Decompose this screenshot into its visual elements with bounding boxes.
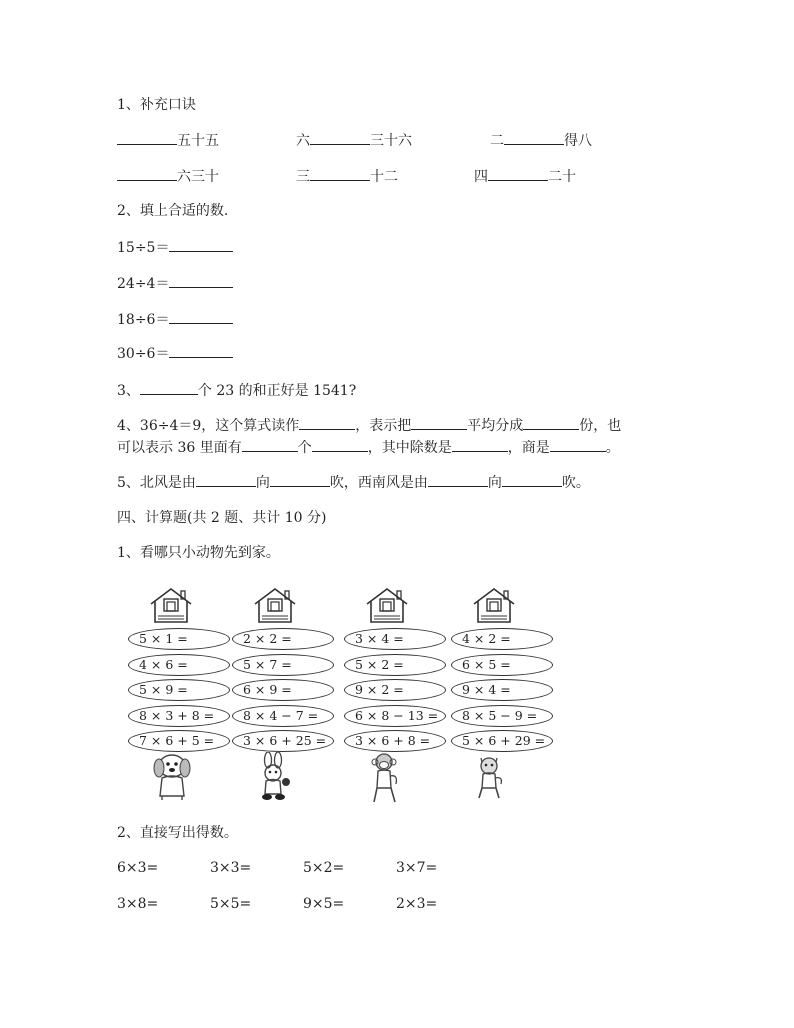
answer-blank[interactable]	[504, 130, 564, 145]
q2-item: 15÷5＝	[117, 237, 233, 258]
q1-item: 三 十二	[296, 166, 398, 187]
q4-line1: 4、36÷4＝9，这个算式读作 ，表示把 平均分成 份，也	[117, 415, 621, 436]
answer-blank[interactable]	[312, 437, 368, 452]
calc-item: 9×5=	[303, 896, 345, 912]
oval-equation[interactable]: 5 × 2 =	[344, 654, 446, 676]
q1-item: 六三十	[117, 166, 219, 187]
calc-item: 3×3=	[210, 860, 252, 876]
oval-equation[interactable]: 6 × 8 − 13 =	[344, 705, 446, 727]
oval-equation[interactable]: 8 × 5 − 9 =	[451, 705, 553, 727]
answer-blank[interactable]	[270, 472, 330, 487]
calc-item: 5×5=	[210, 896, 252, 912]
calc-item: 2×3=	[396, 896, 438, 912]
house-icon	[148, 586, 194, 628]
oval-equation[interactable]: 4 × 6 =	[128, 654, 230, 676]
oval-equation[interactable]: 3 × 6 + 8 =	[344, 730, 446, 752]
calc-item: 5×2=	[303, 860, 345, 876]
calc-item: 3×8=	[117, 896, 159, 912]
house-icon	[364, 586, 410, 628]
answer-blank[interactable]	[169, 237, 233, 252]
house-icon	[471, 586, 517, 628]
oval-equation[interactable]: 9 × 4 =	[451, 679, 553, 701]
oval-equation[interactable]: 5 × 7 =	[232, 654, 334, 676]
answer-blank[interactable]	[310, 130, 370, 145]
oval-equation[interactable]: 8 × 4 − 7 =	[232, 705, 334, 727]
q2-item: 24÷4＝	[117, 273, 233, 294]
cat-icon	[473, 752, 509, 806]
answer-blank[interactable]	[117, 166, 177, 181]
oval-equation[interactable]: 7 × 6 + 5 =	[128, 730, 230, 752]
oval-equation[interactable]: 2 × 2 =	[232, 628, 334, 650]
answer-blank[interactable]	[550, 437, 606, 452]
oval-equation[interactable]: 5 × 6 + 29 =	[451, 730, 553, 752]
q2-item: 30÷6＝	[117, 343, 233, 364]
q1-title: 1、补充口诀	[117, 97, 196, 113]
q2-item: 18÷6＝	[117, 309, 233, 330]
q4-1-title: 1、看哪只小动物先到家。	[117, 545, 280, 561]
oval-equation[interactable]: 5 × 1 =	[128, 628, 230, 650]
answer-blank[interactable]	[488, 166, 548, 181]
dog-icon	[150, 752, 196, 806]
rabbit-icon	[254, 752, 294, 806]
oval-equation[interactable]: 5 × 9 =	[128, 679, 230, 701]
oval-equation[interactable]: 4 × 2 =	[451, 628, 553, 650]
q1-item: 五十五	[117, 130, 219, 151]
answer-blank[interactable]	[452, 437, 508, 452]
answer-blank[interactable]	[523, 415, 579, 430]
answer-blank[interactable]	[242, 437, 298, 452]
q5: 5、北风是由 向 吹，西南风是由 向 吹。	[117, 472, 590, 493]
calc-item: 6×3=	[117, 860, 159, 876]
monkey-icon	[366, 752, 406, 810]
answer-blank[interactable]	[299, 415, 355, 430]
answer-blank[interactable]	[502, 472, 562, 487]
answer-blank[interactable]	[196, 472, 256, 487]
q2-title: 2、填上合适的数.	[117, 203, 229, 219]
q3: 3、 个 23 的和正好是 1541?	[117, 380, 356, 401]
oval-equation[interactable]: 3 × 4 =	[344, 628, 446, 650]
q1-item: 二 得八	[490, 130, 592, 151]
answer-blank[interactable]	[169, 343, 233, 358]
answer-blank[interactable]	[169, 309, 233, 324]
answer-blank[interactable]	[310, 166, 370, 181]
answer-blank[interactable]	[169, 273, 233, 288]
house-icon	[252, 586, 298, 628]
section4-title: 四、计算题(共 2 题、共计 10 分)	[117, 510, 327, 526]
q4-2-title: 2、直接写出得数。	[117, 825, 238, 841]
oval-equation[interactable]: 3 × 6 + 25 =	[232, 730, 334, 752]
oval-equation[interactable]: 8 × 3 + 8 =	[128, 705, 230, 727]
q1-item: 六 三十六	[296, 130, 412, 151]
answer-blank[interactable]	[428, 472, 488, 487]
q1-item: 四 二十	[474, 166, 576, 187]
answer-blank[interactable]	[411, 415, 467, 430]
calc-item: 3×7=	[396, 860, 438, 876]
oval-equation[interactable]: 6 × 9 =	[232, 679, 334, 701]
answer-blank[interactable]	[117, 130, 177, 145]
oval-equation[interactable]: 9 × 2 =	[344, 679, 446, 701]
q4-line2: 可以表示 36 里面有 个 ，其中除数是 ，商是 。	[117, 437, 620, 458]
answer-blank[interactable]	[140, 380, 198, 395]
oval-equation[interactable]: 6 × 5 =	[451, 654, 553, 676]
